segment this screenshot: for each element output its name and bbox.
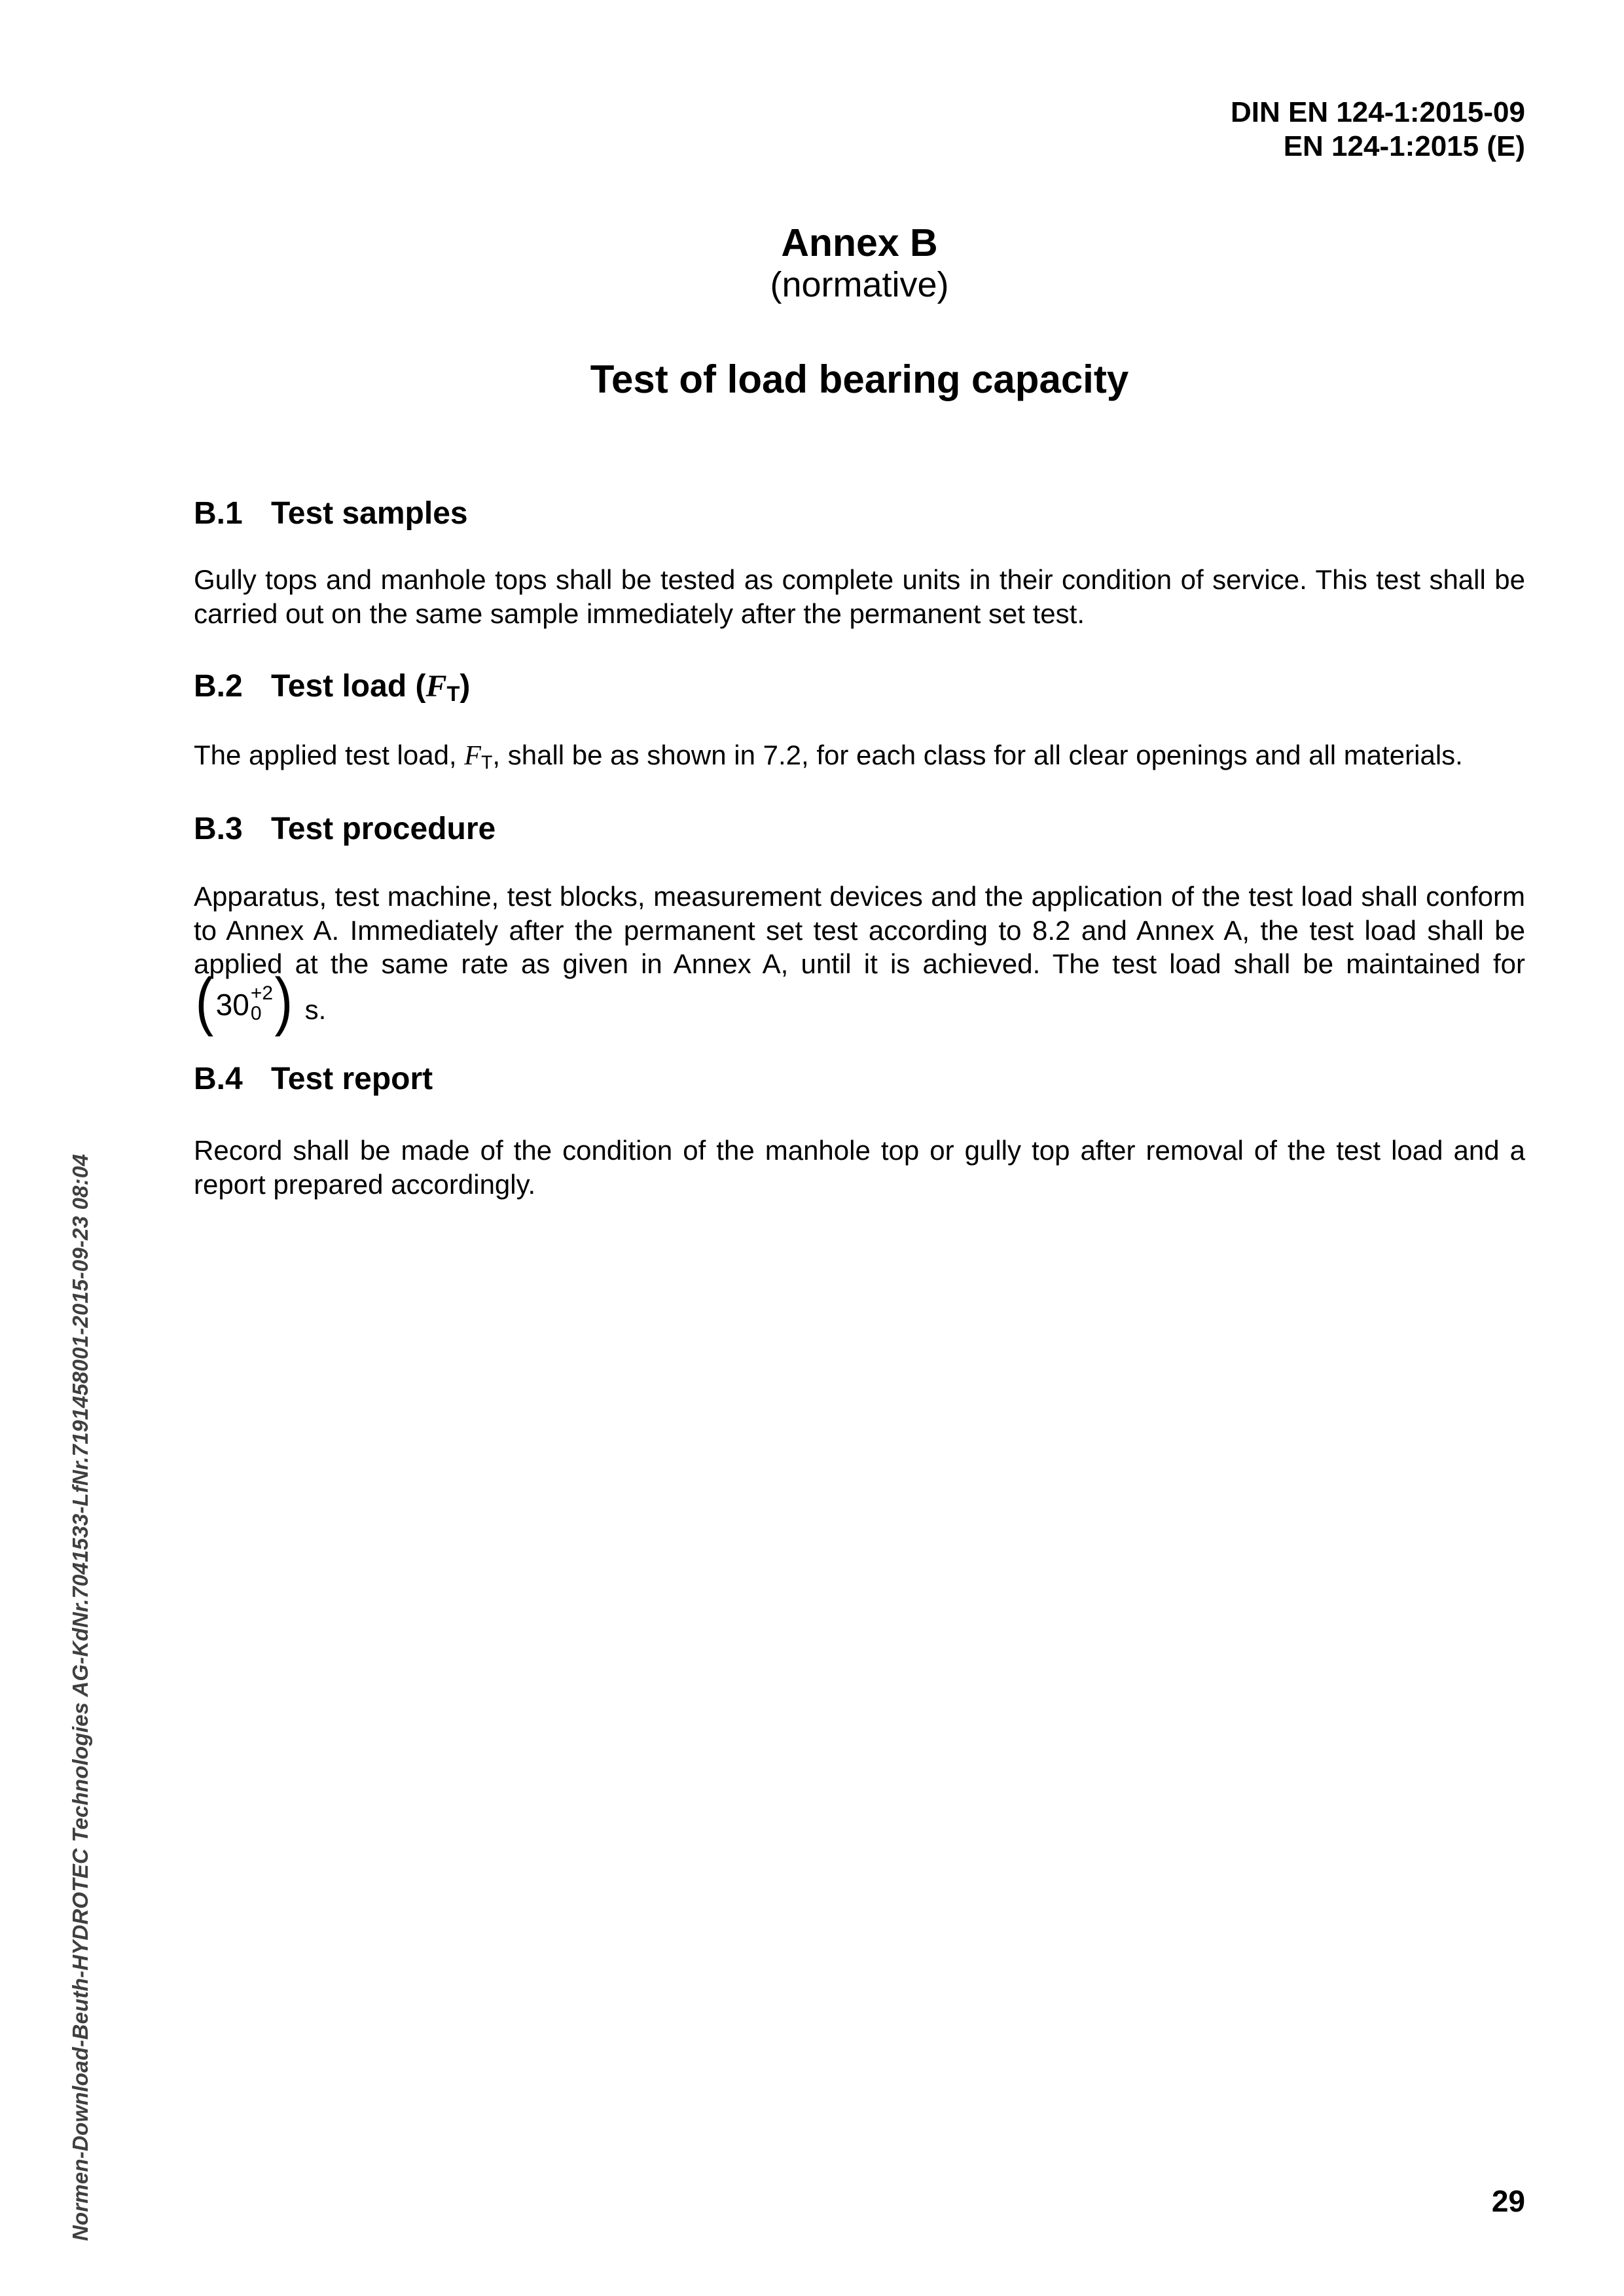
section-number-b1: B.1: [194, 496, 243, 531]
section-title-b3: Test procedure: [271, 812, 496, 846]
paragraph-b2-text-pre: The applied test load,: [194, 740, 465, 770]
section-title-b2-pre: Test load (: [271, 669, 426, 704]
section-number-b3: B.3: [194, 812, 243, 846]
annex-name: Annex B: [781, 221, 938, 264]
formula-tolerance-stack: [251, 983, 273, 1024]
section-heading-b3: [194, 812, 1525, 847]
header-standard-edition: EN 124-1:2015 (E): [1283, 130, 1525, 162]
formula-upper-tolerance: +2: [250, 982, 274, 1004]
paragraph-b4-line1: Record shall be made of the condition of the manhole top or gully top after removal of the test load and a: [194, 1135, 1525, 1166]
paragraph-b2: [194, 738, 1525, 780]
formula-unit: s.: [304, 994, 327, 1025]
page-number: 29: [1491, 2184, 1525, 2218]
paragraph-b2-text-post: , shall be as shown in 7.2, for each class for all clear openings and all materials.: [492, 740, 1463, 770]
paragraph-b3-line1: Apparatus, test machine, test blocks, measurement devices and the application of the test load shall conform: [194, 881, 1525, 912]
paragraph-b3-line2: to Annex A. Immediately after the permanent set test according to 8.2 and Annex A, the test load shall be: [194, 914, 1525, 946]
download-watermark: Normen-Download-Beuth-HYDROTEC Technologies AG-KdNr.7041533-LfNr.7191458001-2015-09-23 08:04: [68, 1154, 92, 2241]
formula-open-paren: (: [195, 965, 214, 1037]
annex-normative-label: (normative): [770, 265, 949, 304]
paragraph-b2-line1: [194, 738, 1525, 780]
annex-title-block: [194, 221, 1525, 305]
force-symbol-body: F: [464, 741, 481, 771]
formula-lower-tolerance: 0: [250, 1003, 262, 1024]
paragraph-b4-line2: report prepared accordingly.: [194, 1168, 536, 1200]
paragraph-b3-line3: applied at the same rate as given in Annex A, until it is achieved. The test load shall be maintained for: [194, 948, 1525, 979]
formula-value: 30: [215, 988, 249, 1022]
formula-close-paren: ): [274, 965, 293, 1037]
section-number-b2: B.2: [194, 669, 243, 704]
paragraph-b4: [194, 1134, 1525, 1201]
force-symbol-body-subscript: T: [480, 752, 493, 774]
section-heading-b1: [194, 496, 1525, 531]
paragraph-b1: [194, 563, 1525, 630]
force-symbol-heading-subscript: T: [446, 681, 460, 706]
section-heading-b4: [194, 1062, 1525, 1097]
document-header: [194, 96, 1525, 164]
section-title-b1: Test samples: [271, 496, 468, 531]
paragraph-b1-line1: Gully tops and manhole tops shall be tested as complete units in their condition of service. This test shall be: [194, 564, 1525, 595]
section-heading-b2: [194, 669, 1525, 711]
section-number-b4: B.4: [194, 1062, 243, 1096]
section-title-b2-post: ): [460, 669, 471, 704]
header-standard-number: DIN EN 124-1:2015-09: [1230, 96, 1525, 128]
duration-formula: [194, 965, 327, 1037]
force-symbol-heading: F: [425, 669, 447, 704]
section-title-b4: Test report: [271, 1062, 433, 1096]
page-title: Test of load bearing capacity: [590, 357, 1129, 401]
paragraph-b3: [194, 880, 1525, 981]
paragraph-b1-line2: carried out on the same sample immediately after the permanent set test.: [194, 598, 1085, 629]
